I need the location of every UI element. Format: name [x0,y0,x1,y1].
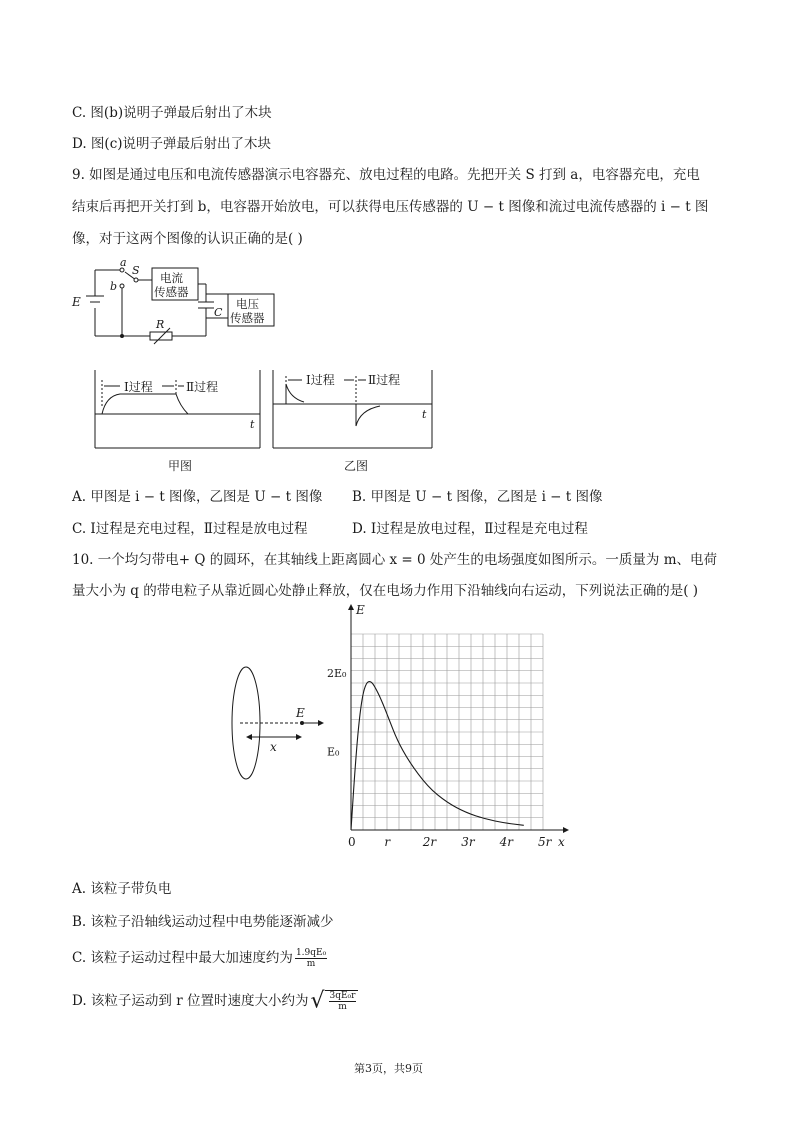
q10-option-c [72,948,327,969]
yi-process-2: Ⅱ过程 [368,373,401,387]
q9-line-2: 结束后再把开关打到 b，电容器开始放电，可以获得电压传感器的 U − t 图像和流过电流传感器的 i − t 图 [72,199,709,215]
option-d-prev: D. 图(c)说明子弹最后射出了木块 [72,136,272,152]
circuit-diagram [70,258,290,348]
chart-y-label: E [356,603,365,617]
q9-line-1: 9. 如图是通过电压和电流传感器演示电容器充、放电过程的电路。先把开关 S 打到 a，电容器充电，充电 [72,167,700,183]
y-tick-label: 2E₀ [327,667,347,681]
option-c-prev: C. 图(b)说明子弹最后射出了木块 [72,105,272,121]
sqrt-icon: √ $\frac{\text{3qE₀r}}{m}$ [310,990,358,1013]
q10-option-d [72,990,358,1013]
circuit-label-c: C [214,306,223,319]
fraction-numerator: 3qE₀r [329,991,356,1001]
circuit-label-s: S [132,264,140,277]
q10-option-d-fraction [329,991,357,1012]
current-sensor-label-2: 传感器 [154,285,189,299]
circuit-label-r: R [156,318,165,331]
q9-option-b: B. 甲图是 U − t 图像，乙图是 i − t 图像 [352,489,603,505]
jia-process-1: Ⅰ过程 [124,380,153,394]
jia-process-2: Ⅱ过程 [186,380,219,394]
q10-line-1: 10. 一个均匀带电+ Q 的圆环，在其轴线上距离圆心 x = 0 处产生的电场强度如图所示。一质量为 m、电荷 [72,552,717,568]
y-tick-label: E₀ [327,745,340,759]
process-graphs [90,366,440,478]
yi-process-1: Ⅰ过程 [306,373,335,387]
fraction-denominator: m [338,1002,347,1012]
jia-caption: 甲图 [168,459,193,473]
q9-option-c: C. Ⅰ过程是充电过程，Ⅱ过程是放电过程 [72,521,308,537]
circuit-label-a: a [120,258,127,269]
series-curve [351,682,524,830]
jia-t-label: t [250,418,255,431]
x-tick-label: 5r [538,835,552,849]
voltage-sensor-label-1: 电压 [236,297,259,311]
q10-line-2: 量大小为 q 的带电粒子从靠近圆心处静止释放，仅在电场力作用下沿轴线向右运动，下列说法正确的是( ) [72,583,699,599]
fraction-denominator: m [306,959,316,969]
y-axis-arrow-icon [348,604,354,610]
q10-option-c-fraction [295,948,327,969]
e-x-chart [318,600,580,852]
yi-caption: 乙图 [344,459,369,473]
x-tick-label: 3r [461,835,475,849]
page-footer: 第3页，共9页 [354,1062,423,1075]
voltage-sensor-label-2: 传感器 [230,311,265,325]
circuit-label-e: E [72,295,81,309]
fraction-numerator: 1.9qE₀ [295,948,327,958]
chart-x-label: x [558,835,565,849]
q9-option-d: D. Ⅰ过程是放电过程，Ⅱ过程是充电过程 [352,521,588,537]
x-tick-label: r [384,835,391,849]
x-axis-arrow-icon [563,827,569,833]
ring-label-e: E [296,706,305,720]
q9-line-3: 像，对于这两个图像的认识正确的是( ) [72,231,303,247]
q10-option-d-text: D. 该粒子运动到 r 位置时速度大小约为 [72,992,309,1009]
yi-t-label: t [422,408,427,421]
q10-option-b: B. 该粒子沿轴线运动过程中电势能逐渐减少 [72,914,334,930]
x-tick-label: 4r [499,835,513,849]
ring-label-x: x [270,740,277,754]
current-sensor-label-1: 电流 [160,271,183,285]
circuit-label-b: b [110,280,118,293]
q9-option-a: A. 甲图是 i − t 图像，乙图是 U − t 图像 [72,489,323,505]
q10-option-c-text: C. 该粒子运动过程中最大加速度约为 [72,950,293,966]
x-tick-label: 2r [422,835,437,849]
x-tick-label: 0 [348,835,356,849]
q10-option-a: A. 该粒子带负电 [72,881,172,897]
